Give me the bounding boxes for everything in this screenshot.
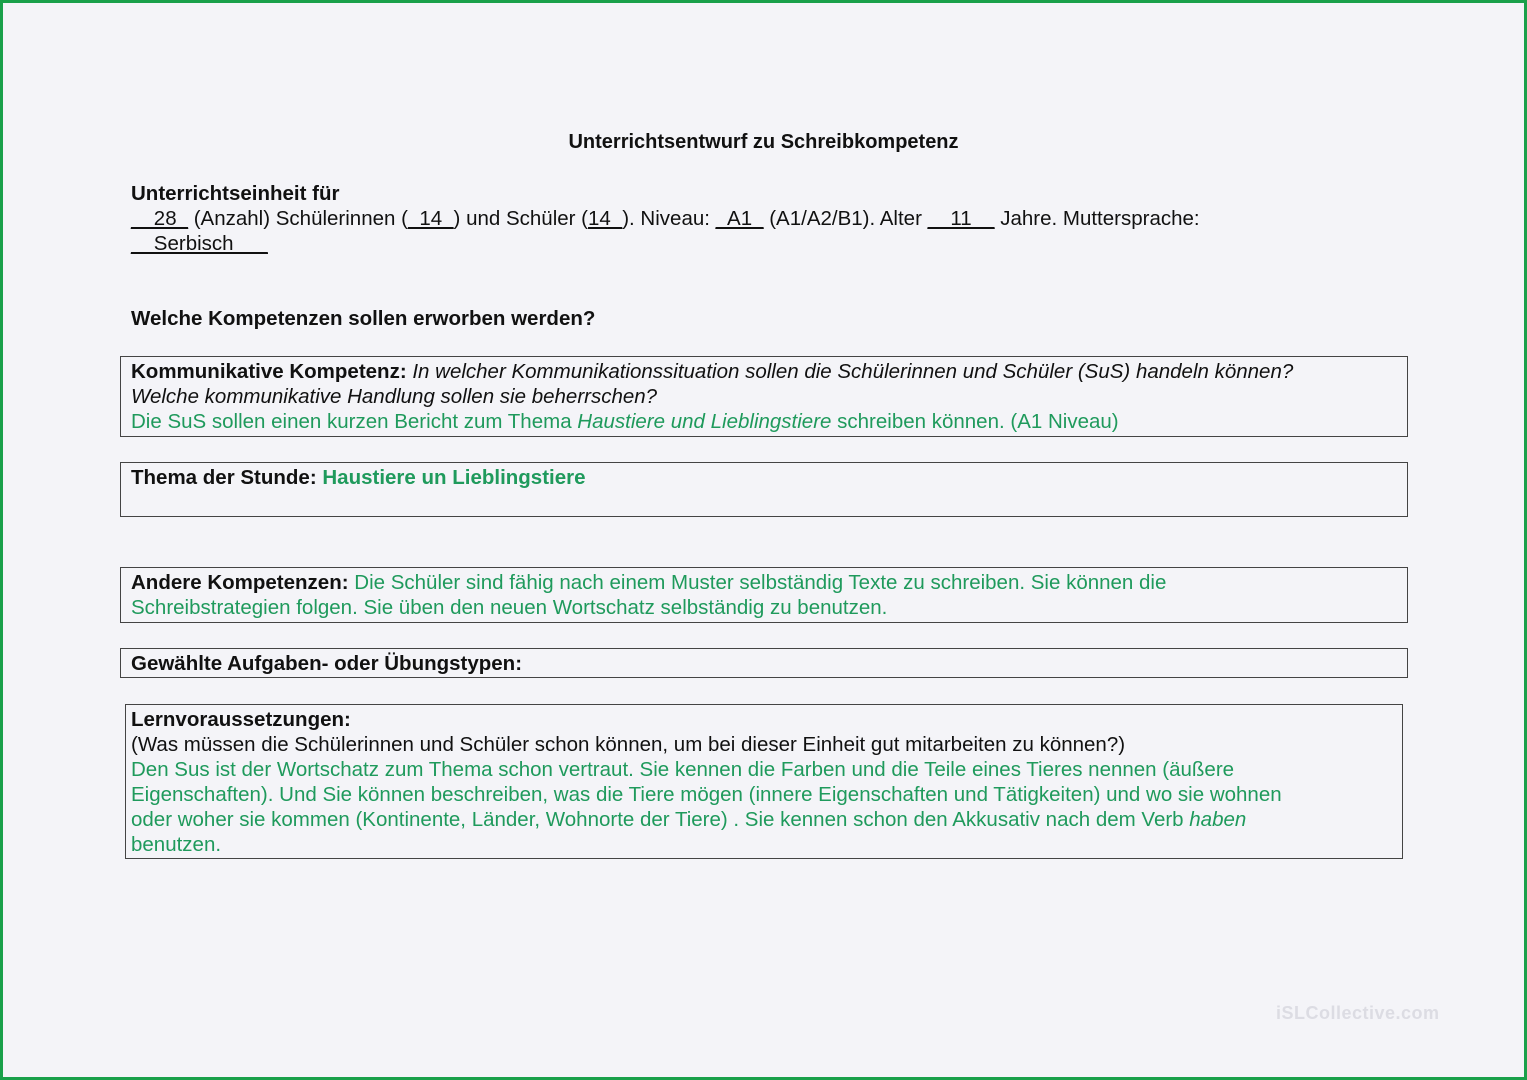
count-value: __28_: [131, 207, 189, 230]
watermark: iSLCollective.com: [1276, 1003, 1440, 1023]
communicative-box: [120, 356, 1408, 437]
theme-value: Haustiere un Lieblingstiere: [316, 466, 586, 489]
answer-pre: Die SuS sollen einen kurzen Bericht zum Thema: [131, 410, 578, 433]
prerequisites-box: [125, 704, 1403, 859]
communicative-answer: [131, 409, 1397, 434]
girls-text: ) und Schüler (: [453, 207, 588, 230]
prerequisites-label: Lernvoraussetzungen:: [131, 708, 351, 731]
language-value: __Serbisch___: [131, 232, 268, 255]
communicative-prompt-2: Welche kommunikative Handlung sollen sie beherrschen?: [131, 385, 658, 408]
age-value: __11__: [927, 207, 995, 230]
theme-label: Thema der Stunde:: [131, 466, 317, 489]
prerequisites-line-2: Eigenschaften). Und Sie können beschreiben, was die Tiere mögen (innere Eigenschaften und Tätigkeiten) und wo sie wohnen: [131, 783, 1282, 806]
unit-heading: Unterrichtseinheit für: [131, 182, 340, 205]
tasks-box: [120, 648, 1408, 678]
boys-text: ). Niveau:: [622, 207, 716, 230]
tasks-label: Gewählte Aufgaben- oder Übungstypen:: [131, 652, 523, 675]
other-label: Andere Kompetenzen:: [131, 571, 349, 594]
communicative-label: Kommunikative Kompetenz:: [131, 360, 407, 383]
prerequisites-line-3: [131, 807, 1392, 832]
other-line-2: Schreibstrategien folgen. Sie üben den neuen Wortschatz selbständig zu benutzen.: [131, 596, 888, 619]
theme-box: [120, 462, 1408, 517]
document-title: Unterrichtsentwurf zu Schreibkompetenz: [568, 131, 959, 153]
boys-value: 14_: [588, 207, 623, 230]
age-text: Jahre. Muttersprache:: [994, 207, 1200, 230]
line3-italic: haben: [1189, 808, 1247, 831]
prerequisites-prompt: (Was müssen die Schülerinnen und Schüler schon können, um bei dieser Einheit gut mitarbeiten zu können?): [131, 733, 1126, 756]
unit-section: [131, 181, 1431, 256]
answer-topic: Haustiere und Lieblingstiere: [577, 410, 832, 433]
level-text: (A1/A2/B1). Alter: [763, 207, 928, 230]
other-competences-box: [120, 567, 1408, 623]
communicative-prompt-1: In welcher Kommunikationssituation sollen die Schülerinnen und Schüler (SuS) handeln können?: [406, 360, 1294, 383]
competence-question: Welche Kompetenzen sollen erworben werden?: [131, 307, 596, 330]
unit-details: [131, 206, 1431, 231]
line3-text: oder woher sie kommen (Kontinente, Länder, Wohnorte der Tiere) . Sie kennen schon den Akkusativ nach dem Verb: [131, 808, 1190, 831]
level-value: _A1_: [715, 207, 764, 230]
prerequisites-line-1: Den Sus ist der Wortschatz zum Thema schon vertraut. Sie kennen die Farben und die Teile eines Tieres nennen (äußere: [131, 758, 1235, 781]
girls-value: _14_: [407, 207, 454, 230]
other-line-1: Die Schüler sind fähig nach einem Muster selbständig Texte zu schreiben. Sie können die: [348, 571, 1167, 594]
answer-post: schreiben können. (A1 Niveau): [831, 410, 1119, 433]
prerequisites-line-4: benutzen.: [131, 833, 222, 856]
count-text: (Anzahl) Schülerinnen (: [188, 207, 408, 230]
